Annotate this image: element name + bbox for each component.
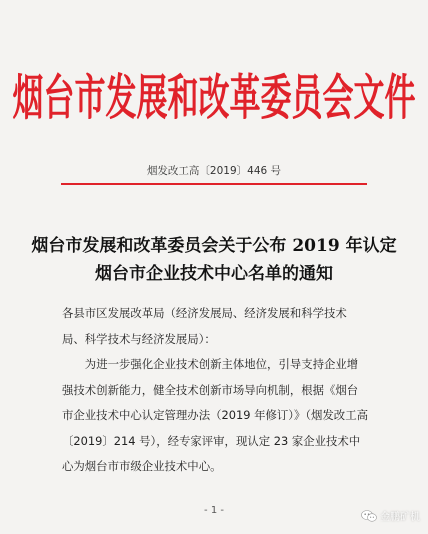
notice-title-line-2: 烟台市企业技术中心名单的通知 <box>95 264 333 284</box>
wechat-icon <box>361 510 377 522</box>
source-watermark <box>361 508 420 523</box>
body-paragraph: 为进一步强化企业技术创新主体地位，引导支持企业增强技术创新能力，健全技术创新市场导向机制，根据《烟台市企业技术中心认定管理办法（2019 年修订）》（烟发改工高〔2019〕214 号），经专家评审，现认定 23 家企业技术中心为烟台市市级企业技术中心。 <box>62 357 368 473</box>
notice-title-line-1: 烟台市发展和改革委员会关于公布 2019 年认定 <box>31 236 397 256</box>
red-divider-line <box>61 183 367 185</box>
document-header-title: 烟台市发展和改革委员会文件 <box>12 70 416 127</box>
watermark-label: 金鹏矿机 <box>380 512 420 523</box>
document-number: 烟发改工高〔2019〕446 号 <box>146 165 282 177</box>
page-number: - 1 - <box>204 505 224 516</box>
addressee-text: 各县市区发展改革局（经济发展局、经济发展和科学技术局、科学技术与经济发展局）： <box>62 306 347 346</box>
